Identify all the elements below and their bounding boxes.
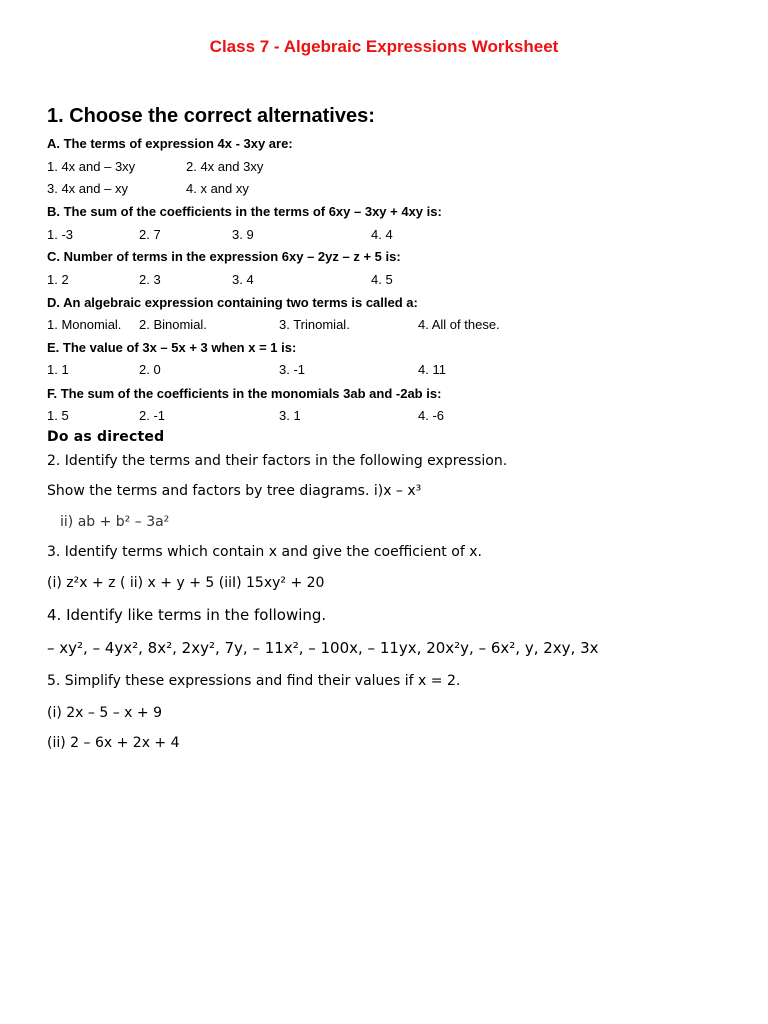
question-d: D. An algebraic expression containing two terms is called a: bbox=[47, 295, 418, 310]
question-3-line-1: 3. Identify terms which contain x and give the coefficient of x. bbox=[47, 544, 482, 560]
question-a-option-4: 4. x and xy bbox=[186, 181, 249, 196]
question-c-option-1: 1. 2 bbox=[47, 272, 69, 287]
question-e-option-2: 2. 0 bbox=[139, 362, 161, 377]
question-c-option-4: 4. 5 bbox=[371, 272, 393, 287]
question-f-option-1: 1. 5 bbox=[47, 408, 69, 423]
question-f: F. The sum of the coefficients in the monomials 3ab and -2ab is: bbox=[47, 386, 442, 401]
question-b-option-3: 3. 9 bbox=[232, 227, 254, 242]
question-a-option-1: 1. 4x and – 3xy bbox=[47, 159, 136, 174]
question-5-line-2: (i) 2x – 5 – x + 9 bbox=[47, 705, 162, 721]
question-2-line-3: ii) ab + b² – 3a² bbox=[60, 514, 170, 530]
question-b-option-4: 4. 4 bbox=[371, 227, 393, 242]
question-d-option-2: 2. Binomial. bbox=[139, 317, 207, 332]
question-f-option-4: 4. -6 bbox=[418, 408, 445, 423]
question-5-line-3: (ii) 2 – 6x + 2x + 4 bbox=[47, 735, 180, 751]
question-d-option-4: 4. All of these. bbox=[418, 317, 500, 332]
question-a-option-2: 2. 4x and 3xy bbox=[186, 159, 264, 174]
question-d-option-3: 3. Trinomial. bbox=[279, 317, 350, 332]
question-e-option-1: 1. 1 bbox=[47, 362, 69, 377]
question-f-option-3: 3. 1 bbox=[279, 408, 301, 423]
question-c-option-3: 3. 4 bbox=[232, 272, 254, 287]
question-b-option-1: 1. -3 bbox=[47, 227, 74, 242]
question-e-option-3: 3. -1 bbox=[279, 362, 306, 377]
question-e-option-4: 4. 11 bbox=[418, 362, 446, 377]
section-heading-do-as-directed: Do as directed bbox=[47, 429, 165, 445]
question-a: A. The terms of expression 4x - 3xy are: bbox=[47, 136, 293, 151]
question-d-option-1: 1. Monomial. bbox=[47, 317, 122, 332]
question-c-option-2: 2. 3 bbox=[139, 272, 161, 287]
question-c: C. Number of terms in the expression 6xy – 2yz – z + 5 is: bbox=[47, 249, 401, 264]
question-b: B. The sum of the coefficients in the terms of 6xy – 3xy + 4xy is: bbox=[47, 204, 442, 219]
section-heading-choose: 1. Choose the correct alternatives: bbox=[47, 105, 375, 127]
question-4-line-2: – xy², – 4yx², 8x², 2xy², 7y, – 11x², – 100x, – 11yx, 20x²y, – 6x², y, 2xy, 3x bbox=[47, 639, 599, 657]
question-4-line-1: 4. Identify like terms in the following. bbox=[47, 606, 327, 624]
worksheet-title: Class 7 - Algebraic Expressions Worksheet bbox=[209, 37, 559, 56]
question-5-line-1: 5. Simplify these expressions and find their values if x = 2. bbox=[47, 673, 461, 689]
question-e: E. The value of 3x – 5x + 3 when x = 1 is: bbox=[47, 340, 297, 355]
question-a-option-3: 3. 4x and – xy bbox=[47, 181, 128, 196]
question-b-option-2: 2. 7 bbox=[139, 227, 161, 242]
question-3-line-2: (i) z²x + z ( ii) x + y + 5 (iiI) 15xy² + 20 bbox=[47, 575, 325, 591]
question-2-line-2: Show the terms and factors by tree diagrams. i)x – x³ bbox=[47, 483, 422, 499]
question-2-line-1: 2. Identify the terms and their factors in the following expression. bbox=[47, 453, 508, 469]
question-f-option-2: 2. -1 bbox=[139, 408, 166, 423]
